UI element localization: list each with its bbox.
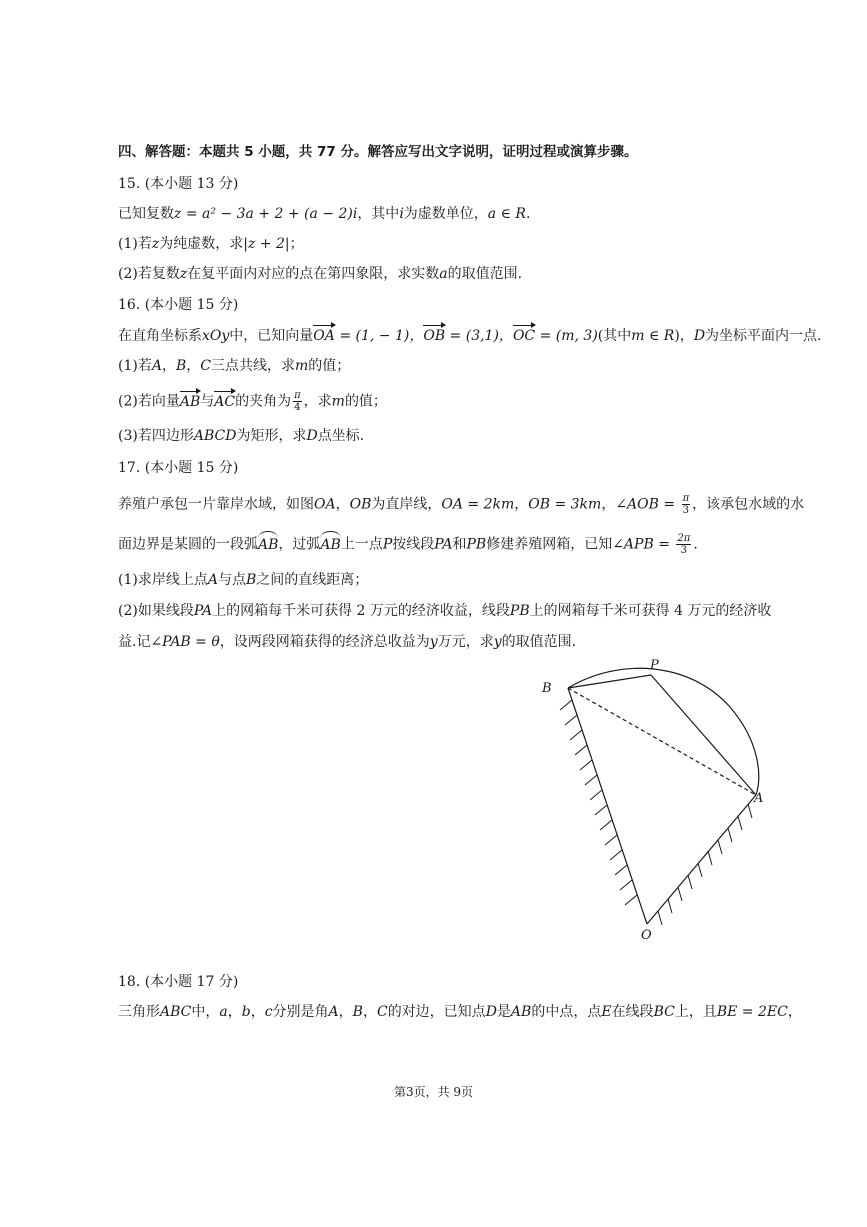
fraction — [676, 533, 691, 556]
vector-ab: AB — [179, 393, 201, 410]
text: 分别是角 — [272, 1004, 329, 1020]
formula: ∠PAB = θ — [150, 634, 220, 650]
q17-part2 — [118, 601, 771, 621]
text: (2)如果线段 — [118, 603, 194, 619]
var: D — [693, 328, 706, 344]
section-heading: 四、解答题：本题共 5 小题，共 77 分。解答应写出文字说明，证明过程或演算步骤。 — [118, 144, 638, 160]
text: 为矩形，求 — [236, 428, 307, 444]
formula: OA = 2km — [441, 496, 515, 513]
formula: ∠APB = — [612, 536, 675, 553]
formula: = (1, − 1)， — [334, 328, 424, 344]
var: E — [601, 1004, 612, 1020]
arc-ab-curve — [568, 668, 759, 795]
text: ，该承包水域的水 — [692, 496, 805, 513]
text: 的取值范围. — [501, 634, 577, 650]
text: 的值； — [308, 358, 351, 374]
arc-ab: AB — [258, 536, 279, 553]
var: B — [175, 358, 187, 374]
text: 上一点 — [340, 536, 383, 553]
numerator: π — [682, 493, 690, 504]
text: ， — [362, 1004, 377, 1020]
var: B — [352, 1004, 363, 1020]
var: PB — [509, 603, 530, 619]
var: m — [331, 393, 345, 410]
text: 三点共线，求 — [210, 358, 295, 374]
formula: OB = 3km — [528, 496, 602, 513]
formula: ∠AOB = — [615, 496, 680, 513]
text: 为纯虚数，求 — [159, 236, 244, 252]
q17-line1 — [118, 493, 804, 516]
q17-part2-cont — [118, 632, 576, 652]
text: . — [525, 206, 531, 222]
text: 的中点，点 — [531, 1004, 602, 1020]
var: a — [219, 1004, 228, 1020]
var: a — [439, 266, 448, 282]
label-a: A — [754, 791, 764, 806]
var: PB — [466, 536, 487, 553]
q15-part2 — [118, 264, 522, 284]
q17-header: 17. (本小题 15 分) — [118, 460, 239, 476]
text: 面边界是某圆的一段弧 — [118, 536, 258, 553]
arc-ab: AB — [320, 536, 341, 553]
q16-part1 — [118, 356, 350, 376]
text: 三角形 — [118, 1004, 160, 1020]
shore-line-ob — [568, 688, 647, 924]
text: 修建养殖网箱，已知 — [486, 536, 613, 553]
text: 益.记 — [118, 634, 151, 650]
text: ， — [335, 496, 350, 513]
vector-ob: OB — [423, 328, 446, 344]
q16-header: 16. (本小题 15 分) — [118, 297, 239, 313]
text: ； — [289, 236, 304, 252]
var: xOy — [202, 328, 230, 344]
var: y — [429, 634, 438, 650]
text: ， — [601, 496, 616, 513]
var: b — [241, 1004, 251, 1020]
hatch-oa — [658, 804, 752, 925]
text: (3)若四边形 — [118, 428, 194, 444]
page-footer: 第3页，共 9页 — [393, 1085, 474, 1099]
text: (1)若 — [118, 358, 152, 374]
text: 点坐标. — [317, 428, 365, 444]
var: OB — [349, 496, 372, 513]
text: 的对边，已知点 — [387, 1004, 486, 1020]
q16-part2 — [118, 390, 387, 413]
var: ABC — [160, 1004, 192, 1020]
var: PA — [434, 536, 453, 553]
formula: = (3,1)， — [445, 328, 513, 344]
text: 中， — [191, 1004, 220, 1020]
label-o: O — [641, 928, 652, 943]
var: D — [306, 428, 318, 444]
text: 与点 — [217, 572, 246, 588]
text: (2)若复数 — [118, 266, 180, 282]
text: 和 — [452, 536, 467, 553]
text: 已知复数 — [118, 206, 174, 222]
text: (其中 — [597, 328, 632, 344]
numerator: π — [294, 390, 301, 401]
var: P — [382, 536, 393, 553]
text: ， — [514, 496, 529, 513]
text: ，过弧 — [278, 536, 321, 553]
var: OA — [314, 496, 336, 513]
text: 在复平面内对应的点在第四象限，求实数 — [187, 266, 440, 282]
formula: = (m, 3) — [535, 328, 598, 344]
denominator: 4 — [294, 402, 301, 413]
hatch-ob — [560, 700, 637, 905]
var: c — [264, 1004, 273, 1020]
text: ，求 — [303, 393, 332, 410]
var: PA — [193, 603, 213, 619]
q15-stem — [118, 204, 530, 224]
fraction — [682, 493, 691, 516]
var: ABCD — [193, 428, 237, 444]
text: 按线段 — [392, 536, 435, 553]
text: 上的网箱每千米可获得 2 万元的经济收益，线段 — [212, 603, 510, 619]
segment-pa — [651, 675, 756, 795]
text: (1)若 — [118, 236, 152, 252]
q18-header: 18. (本小题 17 分) — [118, 974, 239, 990]
fraction — [293, 390, 302, 413]
text: (1)求岸线上点 — [118, 572, 208, 588]
var: y — [493, 634, 502, 650]
text: 是 — [496, 1004, 511, 1020]
var: z — [179, 266, 188, 282]
var: C — [200, 358, 211, 374]
formula: BE = 2EC — [716, 1004, 788, 1020]
formula: z = a² − 3a + 2 + (a − 2)i — [174, 206, 358, 222]
text: ， — [161, 358, 176, 374]
formula: a ∈ R — [487, 206, 526, 222]
var: m — [294, 358, 309, 374]
q16-part3 — [118, 426, 364, 446]
text: 与 — [200, 393, 215, 410]
text: ，设两段网箱获得的经济总收益为 — [219, 634, 430, 650]
text: ， — [338, 1004, 353, 1020]
text: 万元，求 — [437, 634, 494, 650]
var: B — [245, 572, 257, 588]
q16-stem — [118, 326, 822, 346]
vector-ac: AC — [214, 393, 236, 410]
text: 养殖户承包一片靠岸水域，如图 — [118, 496, 314, 513]
vector-oc: OC — [512, 328, 536, 344]
text: ，其中 — [357, 206, 400, 222]
text: 在线段 — [611, 1004, 654, 1020]
numerator: 2π — [677, 533, 691, 544]
text: 之间的直线距离； — [256, 572, 369, 588]
text: 的取值范围. — [447, 266, 523, 282]
denominator: 3 — [682, 505, 690, 516]
text: (2)若向量 — [118, 393, 180, 410]
var: A — [207, 572, 218, 588]
var: i — [399, 206, 404, 222]
var: A — [151, 358, 162, 374]
var: AB — [510, 1004, 532, 1020]
denominator: 3 — [680, 545, 688, 556]
text: 的夹角为 — [235, 393, 292, 410]
vector-oa: OA — [313, 328, 335, 344]
var: A — [328, 1004, 339, 1020]
text: . — [693, 536, 698, 553]
text: ， — [250, 1004, 265, 1020]
label-p: P — [650, 658, 659, 673]
q17-part1 — [118, 570, 368, 590]
text: 为直岸线， — [371, 496, 442, 513]
q15-header: 15. (本小题 13 分) — [118, 176, 239, 192]
q17-line2 — [118, 533, 698, 556]
text: 的值； — [344, 393, 387, 410]
text: 为虚数单位， — [403, 206, 488, 222]
shore-line-oa — [647, 795, 756, 924]
text: )， — [674, 328, 694, 344]
text: 上，且 — [674, 1004, 717, 1020]
formula: |z + 2| — [243, 236, 290, 252]
text: 在直角坐标系 — [118, 328, 202, 344]
var: D — [485, 1004, 497, 1020]
var: C — [376, 1004, 388, 1020]
formula: m ∈ R — [631, 328, 675, 344]
q17-figure — [530, 652, 780, 952]
label-b: B — [542, 681, 552, 696]
text: ， — [227, 1004, 242, 1020]
text: ， — [186, 358, 201, 374]
var: BC — [653, 1004, 675, 1020]
text: 为坐标平面内一点. — [705, 328, 822, 344]
text: ， — [787, 1004, 802, 1020]
q15-part1 — [118, 234, 304, 254]
text: 中，已知向量 — [229, 328, 314, 344]
text: 上的网箱每千米可获得 4 万元的经济收 — [529, 603, 772, 619]
q18-line1 — [118, 1002, 802, 1022]
var: z — [151, 236, 160, 252]
